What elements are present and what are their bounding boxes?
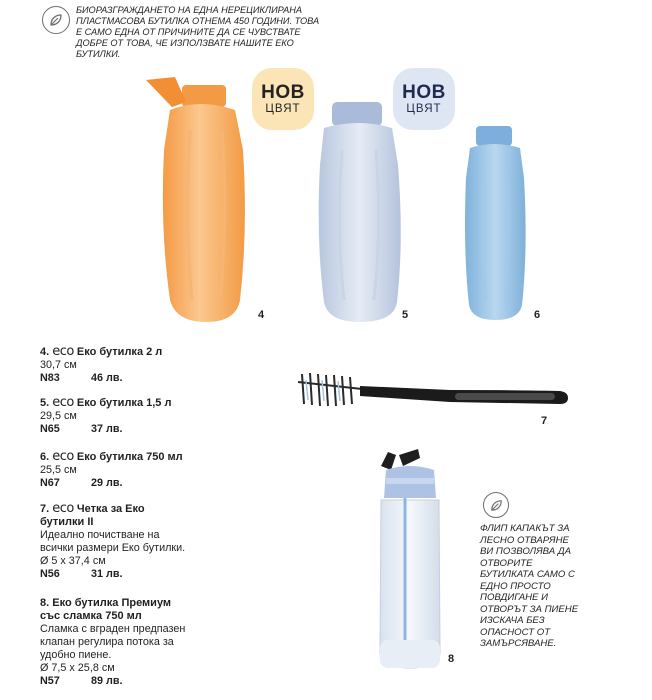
product-title [40,597,240,610]
product-size: 29,5 см [40,410,77,422]
bottle-1-5l-image [319,102,401,322]
badge-line-1: НОВ [261,81,305,103]
product-price: 31 лв. [91,568,123,580]
product-size: 25,5 см [40,464,77,476]
product-code: N57 [40,675,60,687]
product-description: всички размери Еко бутилки. [40,542,186,554]
price-row [40,423,240,436]
product-name: Еко бутилка 750 мл [76,451,183,463]
product-number: 4. [40,346,50,358]
badge-line-2: ЦВЯТ [265,102,301,115]
product-code: N83 [40,372,60,384]
product-description: удобно пиене. [40,649,112,661]
product-size: 30,7 см [40,359,77,371]
eco-logo: eco [52,501,74,516]
product-number: 7. [40,503,50,515]
product-name-line-2: със сламка 750 мл [40,610,142,622]
price-row [40,477,240,490]
product-price: 29 лв. [91,477,123,489]
product-title [40,450,240,464]
image-number-7: 7 [541,415,548,427]
image-number-8: 8 [448,653,455,665]
product-title [40,396,240,410]
product-name: Еко бутилка Премиум [52,597,172,609]
bottle-750ml-image [465,126,526,320]
eco-leaf-icon [489,498,504,513]
premium-bottle-image [380,449,440,668]
product-price: 37 лв. [91,423,123,435]
product-title [40,345,240,359]
price-row [40,372,240,385]
product-code: N67 [40,477,60,489]
product-price: 46 лв. [91,372,123,384]
product-eco-bottle-2l [40,345,240,385]
bottle-2l-image [146,77,245,322]
product-code: N56 [40,568,60,580]
product-name: Еко бутилка 1,5 л [76,397,172,409]
product-name: Четка за Еко [76,503,145,515]
product-title [40,502,240,516]
product-number: 5. [40,397,50,409]
product-description: клапан регулира потока за [40,636,174,648]
product-size: Ø 5 х 37,4 см [40,555,106,567]
product-eco-brush [40,502,240,581]
flip-cap-note: ФЛИП КАПАКЪТ ЗА ЛЕСНО ОТВАРЯНЕ ВИ ПОЗВОЛЯВА ДА ОТВОРИТЕ БУТИЛКАТА САМО С ЕДНО ПРОСТО ПОВДИГАНЕ И ОТВОРЪТ ЗА ПИЕНЕ ИЗСКАЧА БЕЗ ОПАСНОСТ ОТ ЗАМЪРСЯВАНЕ. [480,523,579,649]
price-row [40,675,240,688]
product-price: 89 лв. [91,675,123,687]
image-number-6: 6 [534,309,541,321]
product-name-line-2: бутилки II [40,516,94,528]
product-code: N65 [40,423,60,435]
product-eco-bottle-750ml [40,450,240,490]
cleaning-brush-image [298,373,568,406]
eco-logo: eco [52,344,74,359]
eco-logo: eco [52,449,74,464]
price-row [40,568,240,581]
flip-cap-badge [483,492,509,518]
badge-line-2: ЦВЯТ [406,102,442,115]
product-size: Ø 7,5 х 25,8 см [40,662,115,674]
product-number: 6. [40,451,50,463]
product-eco-bottle-1-5l [40,396,240,436]
intro-text: БИОРАЗГРАЖДАНЕТО НА ЕДНА НЕРЕЦИКЛИРАНА ПЛАСТМАСОВА БУТИЛКА ОТНЕМА 450 ГОДИНИ. ТОВА Е САМО ЕДНА ОТ ПРИЧИНИТЕ ДА СЕ ЧУВСТВАТЕ ДОБРЕ ОТ ТОВА, ЧЕ ИЗПОЛЗВАТЕ НАШИТЕ ЕКО БУТИЛКИ. [76,5,320,59]
product-description: Идеално почистване на [40,529,160,541]
product-description: Сламка с вграден предпазен [40,623,186,635]
image-number-5: 5 [402,309,409,321]
product-name: Еко бутилка 2 л [76,346,163,358]
badge-line-1: НОВ [402,81,446,103]
product-number: 8. [40,597,50,609]
image-number-4: 4 [258,309,265,321]
product-premium-bottle [40,597,240,688]
eco-logo: eco [52,395,74,410]
